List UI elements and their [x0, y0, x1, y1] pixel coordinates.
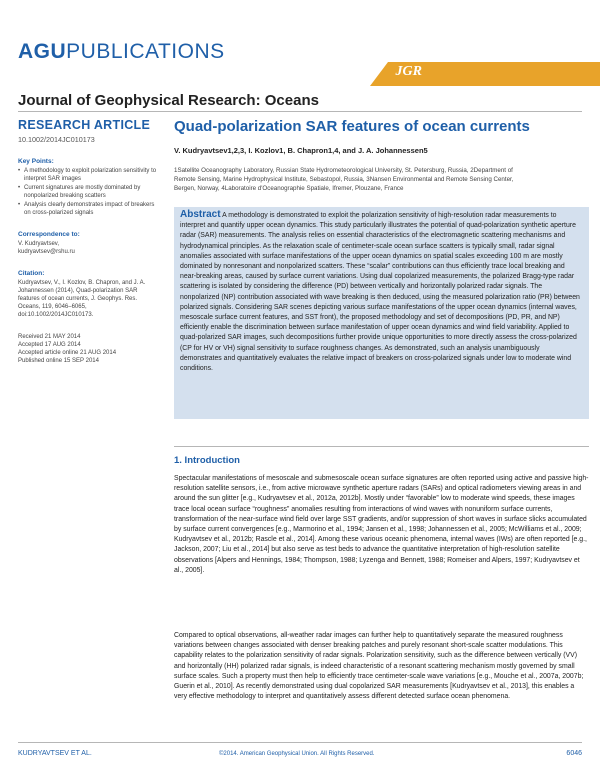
- history-dates: [18, 333, 158, 365]
- logo-publications: PUBLICATIONS: [66, 40, 225, 63]
- abstract-text: A methodology is demonstrated to exploit the polarization sensitivity of high-resolution radar measurements to interpret and quantify upper ocean dynamics. This study particularly illustrates the potential of quad-polarization synthetic aperture radar (SAR) measurements. The analysis relies on essential characteristics of the electromagnetic scattering mechanisms and hydrodynamical principles. As the relaxation scale of centimeter-scale ocean surface scatters is typically small, radar signal anomalies associated with surface manifestations of the upper ocean dynamics on spatial scales exceeding 100 m are mostly dominated by nonresonant and nonpolarized scatters. These “scalar” contributions can thus efficiently trace local breaking and near-breaking areas, caused by surface current variations. Using dual copolarized measurements, the polarized Bragg-type radar scattering is isolated by considering the difference (PD) between vertically and horizontally polarized radar signals. The nonpolarized (NP) contribution associated with wave breaking is then deduced, using the measured polarization ratio (PR) between polarized signals. Considering SAR scenes depicting various surface manifestations of the upper ocean dynamics (internal waves, mesoscale surface current features, and SST front), the proposed methodology and set of decompositions (PD, PR, and NP) efficiently enable the discrimination between surface manifestation of upper ocean dynamics and wind field variability. Applied to quad-polarized SAR images, such decompositions further provide unique opportunities to more directly assess the cross-polarized (CP for HV or VH) signal sensitivity to surface roughness changes. As demonstrated, such an analysis unambiguously demonstrates and quantitatively evaluates the relative impact of breakers on cross-polarized signals under low to moderate wind conditions.: [180, 212, 580, 373]
- citation-heading: Citation:: [18, 270, 45, 277]
- article-title: Quad-polarization SAR features of ocean currents: [174, 118, 530, 135]
- citation-text: Kudryavtsev, V., I. Kozlov, B. Chapron, and J. A. Johannessen (2014), Quad-polarization SAR features of ocean currents, J. Geophys. Res. Oceans, 119, 6046–6065, doi:10.1002/2014JC010173.: [18, 280, 146, 318]
- header-divider: [18, 111, 582, 112]
- correspondence-heading: Correspondence to:: [18, 231, 80, 238]
- jgr-badge-text: JGR: [395, 64, 422, 79]
- footer-authors: KUDRYAVTSEV ET AL.: [18, 750, 92, 757]
- key-points-heading: Key Points:: [18, 158, 54, 165]
- citation-block: [18, 270, 158, 319]
- affiliation-line: Bergen, Norway, 4Laboratoire d'Oceanographie Spatiale, Ifremer, Plouzane, France: [174, 185, 404, 192]
- date-accepted-online: Accepted article online 21 AUG 2014: [18, 350, 117, 356]
- affiliations: [174, 166, 589, 193]
- journal-title: Journal of Geophysical Research: Oceans: [18, 92, 319, 109]
- page-header: [0, 0, 600, 80]
- key-point: • Current signatures are mostly dominated by nonpolarized breaking scatters: [18, 184, 158, 200]
- article-type: RESEARCH ARTICLE: [18, 118, 151, 132]
- correspondence-name: V. Kudryavtsev,: [18, 241, 60, 247]
- abstract-label: Abstract: [180, 209, 221, 220]
- introduction-paragraph-1: Spectacular manifestations of mesoscale and submesoscale ocean surface signatures are often reported using active and passive high-resolution satellite sensors, i.e., from active microwave synthetic aperture radars (SARs) and optical radiometers viewing areas in and around the sun glitter [e.g., Kudryavtsev et al., 2012a, 2012b]. Mostly under “favorable” low to moderate wind speeds, these images trace local ocean surface “roughness” anomalies resulting from interactions of wind waves with nonuniform surface currents, transformation of the near-surface wind field over large SST gradients, and/or suppression of short waves in surface slicks accumulated by surface current convergences [e.g., Marmorino et al., 1994; Jansen et al., 1998; Johannessen et al., 2005; McWilliams et al., 2009; Kudryavtsev et al., 2012b; Rascle et al., 2014]. Among these various oceanic phenomena, internal waves (IWs) are often reported [e.g., Jackson, 2007; Liu et al., 2014] but also serve as test beds to advance the quantitative interpretation of high-resolution satellite observations [Alpers and Hennings, 1984; Thompson, 1988; Lyzenga and Bennett, 1988; Romeiser and Alpers, 1997; Kudryavtsev et al., 2005].: [174, 475, 589, 574]
- footer-copyright: ©2014. American Geophysical Union. All Rights Reserved.: [219, 751, 375, 757]
- key-points-list: [18, 167, 158, 217]
- date-received: Received 21 MAY 2014: [18, 334, 81, 340]
- section-divider: [174, 446, 589, 447]
- introduction-paragraph-2: Compared to optical observations, all-weather radar images can further help to quantitatively separate the measured roughness variations between changes associated with denser breaking patches and purely resonant short-scale scatter modulations. This capability relates to the polarization sensitivity of radar signals. Polarization sensitivity, such as the difference between vertically (VV) and horizontally (HH) polarized radar signals, is indeed characteristic of a resonant scattering mechanism mostly governed by small surface scales. Such a property must then help to efficiently trace centimeter-scale wave variations [e.g., Mouche et al., 2007a, 2007b; Guerin et al., 2010]. As recently demonstrated using dual copolarized SAR measurements [Kudryavtsev et al., 2013], this enables a very effective methodology to interpret and quantitatively assess different detected surface ocean phenomena.: [174, 632, 584, 701]
- jgr-badge: [370, 62, 600, 86]
- key-point: • Analysis clearly demonstrates impact of breakers on cross-polarized signals: [18, 201, 158, 217]
- abstract-body: [180, 210, 580, 374]
- date-published: Published online 15 SEP 2014: [18, 358, 99, 364]
- agu-publications-logo: [18, 40, 225, 64]
- correspondence-block: [18, 231, 158, 256]
- article-doi: 10.1002/2014JC010173: [18, 135, 95, 144]
- footer-divider: [18, 742, 582, 743]
- author-list: V. Kudryavtsev1,2,3, I. Kozlov1, B. Chapron1,4, and J. A. Johannessen5: [174, 146, 428, 155]
- page-number: 6046: [566, 750, 582, 757]
- date-accepted: Accepted 17 AUG 2014: [18, 342, 81, 348]
- logo-agu: AGU: [18, 40, 67, 63]
- article-sidebar: [18, 158, 158, 379]
- affiliation-line: Remote Sensing, Marine Hydrophysical Institute, Sebastopol, Russia, 3Nansen Environmental and Remote Sensing Center,: [174, 176, 514, 183]
- key-point: • A methodology to exploit polarization sensitivity to interpret SAR images: [18, 167, 158, 183]
- correspondence-email-link[interactable]: kudryavtsev@rshu.ru: [18, 249, 75, 255]
- introduction-heading: 1. Introduction: [174, 455, 240, 466]
- affiliation-line: 1Satellite Oceanography Laboratory, Russian State Hydrometeorological University, St. Petersburg, Russia, 2Department of: [174, 167, 513, 174]
